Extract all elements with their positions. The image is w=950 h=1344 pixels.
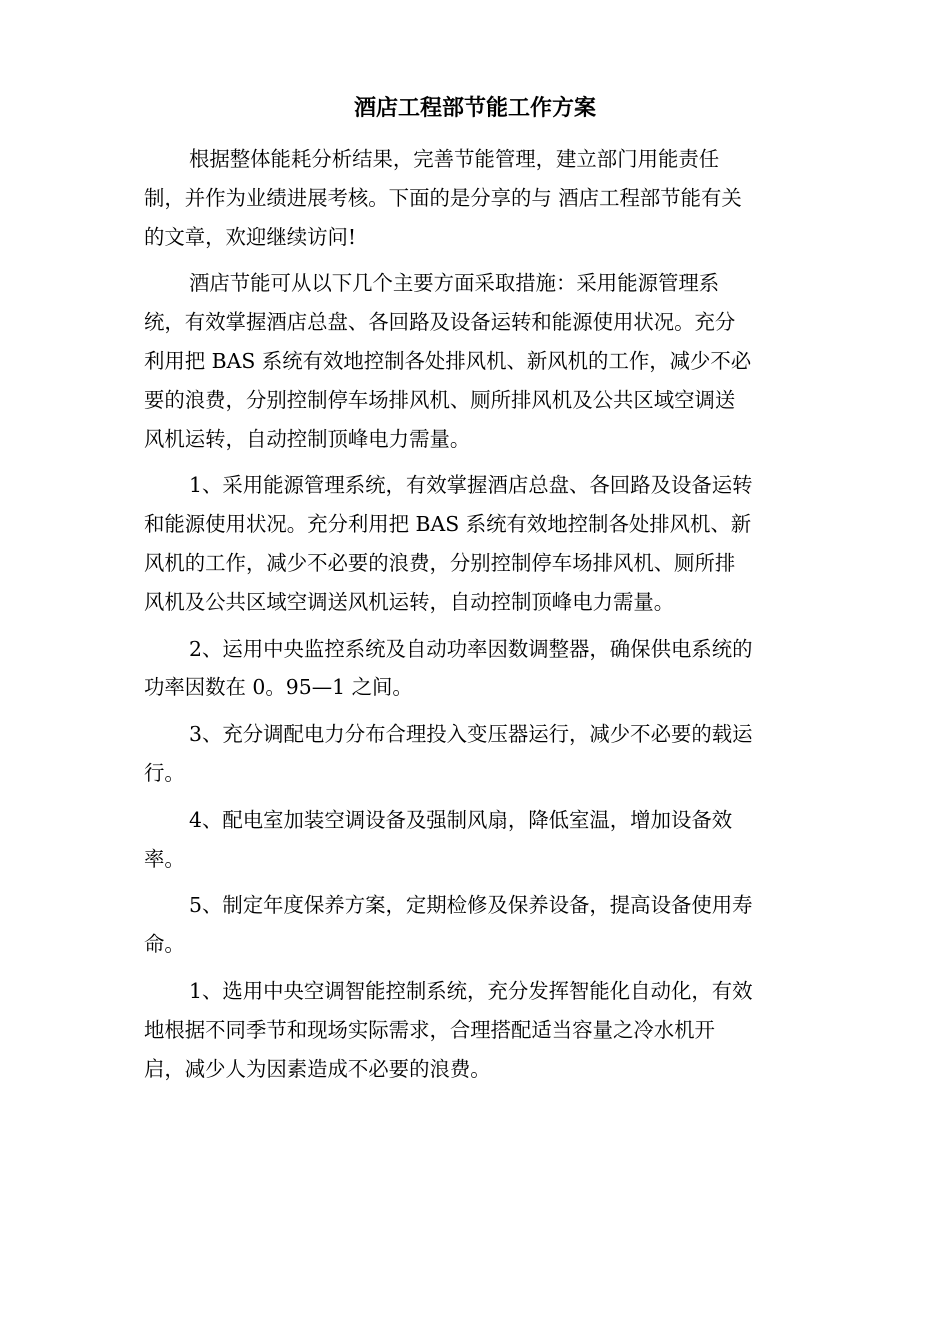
paragraph-line: 和能源使用状况。充分利用把 BAS 系统有效地控制各处排风机、新 <box>144 512 752 537</box>
document-title: 酒店工程部节能工作方案 <box>353 96 596 121</box>
paragraph-line: 启，减少人为因素造成不必要的浪费。 <box>144 1056 491 1081</box>
paragraph-line: 的文章，欢迎继续访问! <box>144 224 357 249</box>
paragraph-line: 酒店节能可从以下几个主要方面采取措施：采用能源管理系 <box>189 271 720 296</box>
paragraph-line: 制，并作为业绩进展考核。下面的是分享的与 酒店工程部节能有关 <box>144 185 742 210</box>
paragraph-line: 统，有效掌握酒店总盘、各回路及设备运转和能源使用状况。充分 <box>144 310 736 335</box>
paragraph <box>144 466 806 621</box>
paragraph <box>144 140 806 256</box>
paragraph-line: 5、制定年度保养方案，定期检修及保养设备，提高设备使用寿 <box>189 893 753 918</box>
paragraph <box>144 715 806 793</box>
paragraph <box>144 972 806 1088</box>
paragraph-line: 风机运转，自动控制顶峰电力需量。 <box>144 426 471 451</box>
paragraph-line: 行。 <box>144 760 185 785</box>
paragraph-line: 3、充分调配电力分布合理投入变压器运行，减少不必要的载运 <box>189 722 753 747</box>
paragraph <box>144 264 806 458</box>
paragraph-line: 利用把 BAS 系统有效地控制各处排风机、新风机的工作，减少不必 <box>144 348 752 373</box>
paragraph <box>144 630 806 708</box>
paragraph-line: 1、选用中央空调智能控制系统，充分发挥智能化自动化，有效 <box>189 978 753 1003</box>
document-body <box>144 140 806 1096</box>
paragraph-line: 4、配电室加装空调设备及强制风扇，降低室温，增加设备效 <box>189 807 733 832</box>
paragraph-line: 风机的工作，减少不必要的浪费，分别控制停车场排风机、厕所排 <box>144 550 736 575</box>
paragraph-line: 地根据不同季节和现场实际需求，合理搭配适当容量之冷水机开 <box>144 1017 715 1042</box>
paragraph-line: 1、采用能源管理系统，有效掌握酒店总盘、各回路及设备运转 <box>189 473 753 498</box>
paragraph-line: 命。 <box>144 932 185 957</box>
paragraph-line: 根据整体能耗分析结果，完善节能管理，建立部门用能责任 <box>189 147 720 171</box>
paragraph-line: 率。 <box>144 846 185 871</box>
paragraph-line: 要的浪费，分别控制停车场排风机、厕所排风机及公共区域空调送 <box>144 387 736 412</box>
paragraph <box>144 886 806 964</box>
paragraph-line: 2、运用中央监控系统及自动功率因数调整器，确保供电系统的 <box>189 636 753 661</box>
paragraph-line: 风机及公共区域空调送风机运转，自动控制顶峰电力需量。 <box>144 589 675 614</box>
paragraph <box>144 801 806 879</box>
paragraph-line: 功率因数在 0。95—1 之间。 <box>144 675 413 700</box>
